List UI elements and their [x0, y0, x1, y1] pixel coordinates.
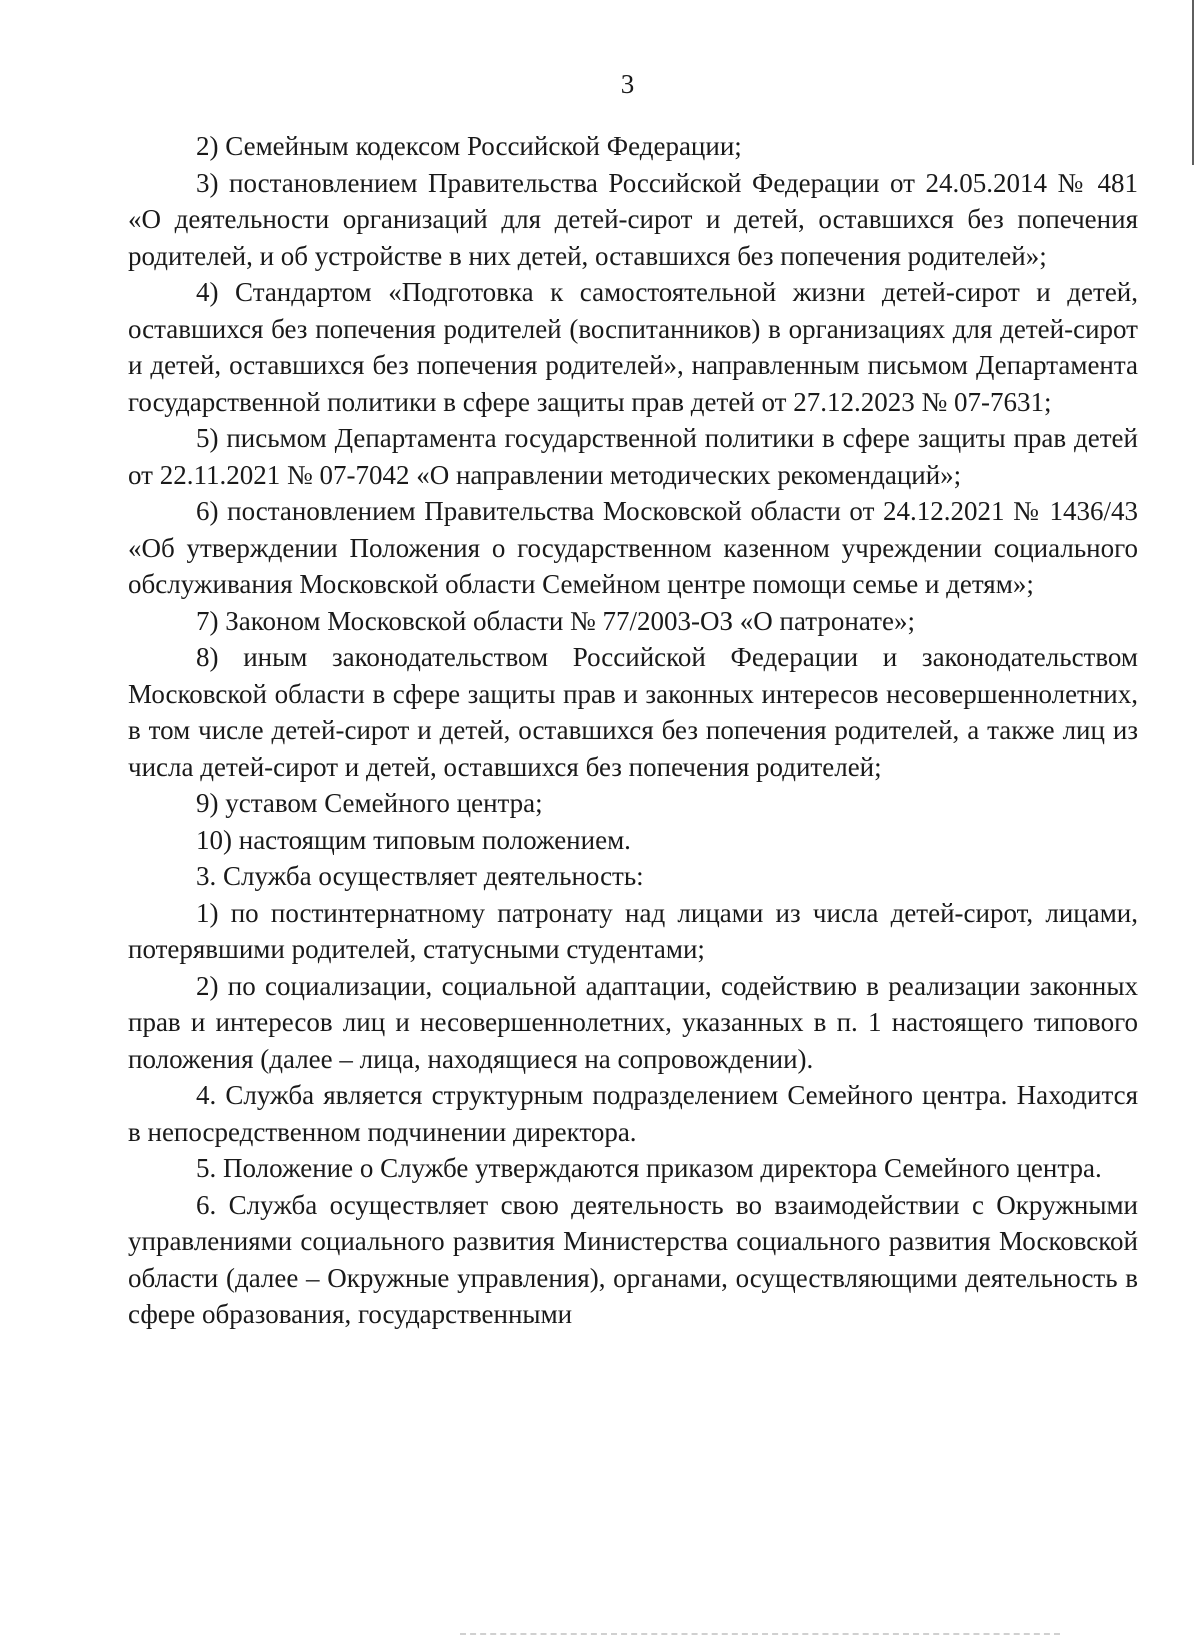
document-body: [128, 128, 1138, 1333]
paragraph-item-5-ministry-letter: 5) письмом Департамента государственной политики в сфере защиты прав детей от 22.11.2021 № 07-7042 «О направлении методических рекомендаций»;: [128, 423, 1138, 490]
paragraph-item-10-this-regulation: 10) настоящим типовым положением.: [196, 824, 631, 855]
paragraph-item-7-patronage-law: 7) Законом Московской области № 77/2003-ОЗ «О патронате»;: [196, 605, 915, 636]
page-number: 3: [620, 69, 635, 99]
paragraph-section-3-activity: 3. Служба осуществляет деятельность:: [196, 861, 644, 891]
paragraph-item-8-other-legislation: 8) иным законодательством Российской Федерации и законодательством Московской области в сфере защиты прав и законных интересов несовершеннолетних, в том числе детей-сирот и детей, оставшихся без попечения родителей, а также лиц из числа детей-сирот и детей, оставшихся без попечения родителей;: [128, 642, 1138, 782]
paragraph-item-2-family-code: 2) Семейным кодексом Российской Федерации;: [196, 131, 742, 161]
paragraph-item-4-standard: 4) Стандартом «Подготовка к самостоятельной жизни детей-сирот и детей, оставшихся без попечения родителей (воспитанников) в организациях для детей-сирот и детей, оставшихся без попечения родителей», направленным письмом Департамента государственной политики в сфере защиты прав детей от 27.12.2023 № 07-7631;: [128, 277, 1138, 417]
paragraph-activity-1-patronage: 1) по постинтернатному патронату над лицами из числа детей-сирот, лицами, потерявшими родителей, статусными студентами;: [128, 897, 1138, 964]
paragraph-item-3-government-decree: 3) постановлением Правительства Российской Федерации от 24.05.2014 № 481 «О деятельности организаций для детей-сирот и детей, оставшихся без попечения родителей, и об устройстве в них детей, оставшихся без попечения родителей»;: [128, 167, 1138, 271]
paragraph-item-9-charter: 9) уставом Семейного центра;: [196, 788, 543, 818]
scan-edge-bottom-mark: [460, 1633, 1060, 1635]
paragraph-activity-2-socialization: 2) по социализации, социальной адаптации, содействию в реализации законных прав и интересов лиц и несовершеннолетних, указанных в п. 1 настоящего типового положения (далее – лица, находящиеся на сопровождении).: [128, 970, 1138, 1074]
paragraph-section-5-approval: 5. Положение о Службе утверждаются приказом директора Семейного центра.: [196, 1153, 1102, 1183]
paragraph-section-4-structure: 4. Служба является структурным подразделением Семейного центра. Находится в непосредственном подчинении директора.: [128, 1080, 1138, 1147]
paragraph-section-6-interaction: 6. Служба осуществляет свою деятельность во взаимодействии с Окружными управлениями социального развития Министерства социального развития Московской области (далее – Окружные управления), органами, осуществляющими деятельность в сфере образования, государственными: [128, 1189, 1138, 1329]
paragraph-item-6-regional-decree: 6) постановлением Правительства Московской области от 24.12.2021 № 1436/43 «Об утверждении Положения о государственном казенном учреждении социального обслуживания Московской области Семейном центре помощи семье и детям»;: [128, 496, 1138, 599]
